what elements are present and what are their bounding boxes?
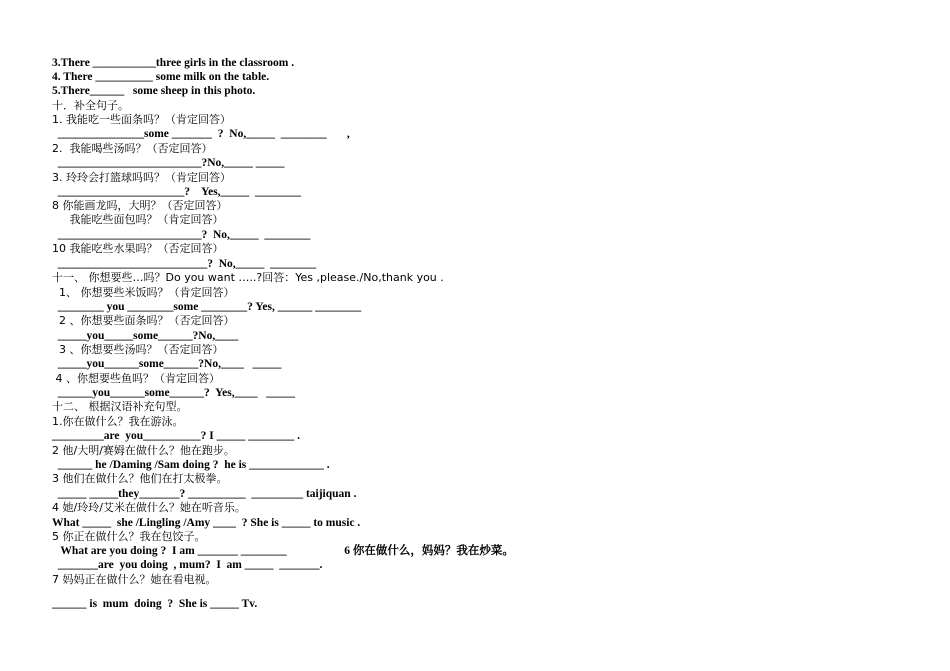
worksheet-line: 2. 我能喝些汤吗？（否定回答） [52,142,213,155]
worksheet-line: 我能吃些面包吗？（肯定回答） [52,213,224,226]
worksheet-line: ______ is mum doing ? She is _____ Tv. [52,598,258,610]
worksheet-line: 2 、你想要些面条吗？（否定回答） [52,314,235,327]
worksheet-line: 8 你能画龙吗，大明？（否定回答） [52,199,228,212]
worksheet-line: _____ _____they_______? __________ _________ taijiquan . [52,488,357,500]
worksheet-line: _______are you doing , mum? I am _____ _______. [52,559,323,571]
worksheet-line: 3 他们在做什么？他们在打太极拳。 [52,472,228,485]
worksheet-line: 1、 你想要些米饭吗？（肯定回答） [52,286,235,299]
worksheet-line: _________________________? No,_____ ________ [52,229,311,241]
worksheet-line: 1. 我能吃一些面条吗？（肯定回答） [52,113,231,126]
worksheet-line: __________________________? No,_____ ________ [52,258,317,270]
worksheet-line: 十．补全句子。 [52,99,129,112]
worksheet-line: 1.你在做什么？我在游泳。 [52,415,184,428]
worksheet-line: 4. There __________ some milk on the table. [52,71,270,83]
worksheet-line: 十一、 你想要些…吗？Do you want …..?回答：Yes ,please./No,thank you . [52,271,444,284]
worksheet-line: ______you______some______? Yes,____ _____ [52,387,295,399]
worksheet-line: 10 我能吃些水果吗？（否定回答） [52,242,224,255]
worksheet-line: 3.There ___________three girls in the classroom . [52,57,295,69]
worksheet-line: _________________________?No,_____ _____ [52,157,285,169]
worksheet-line: What _____ she /Lingling /Amy ____ ? She is _____ to music . [52,517,361,529]
worksheet-line: _____you______some______?No,____ _____ [52,358,282,370]
worksheet-line: ______________________? Yes,_____ ________ [52,186,302,198]
worksheet-line: 3 、你想要些汤吗？（否定回答） [52,343,224,356]
worksheet-line: ______ he /Daming /Sam doing ? he is _____________ . [52,459,330,471]
worksheet-line: What are you doing ? I am _______ ________ 6 你在做什么，妈妈？我在炒菜。 [52,545,514,557]
worksheet-line: _________are you__________? I _____ ________ . [52,430,300,442]
worksheet-line: ________ you ________some ________? Yes, ______ ________ [52,301,362,313]
worksheet-line: 十二、 根据汉语补充句型。 [52,400,188,413]
worksheet-line: _____you_____some______?No,____ [52,330,239,342]
worksheet-line: 3. 玲玲会打篮球吗吗？（肯定回答） [52,171,231,184]
worksheet-line: 4 她/玲玲/艾米在做什么？她在听音乐。 [52,501,246,514]
worksheet-line: _______________some _______ ? No,_____ ________ , [52,128,350,140]
worksheet-line: 4 、你想要些鱼吗？（肯定回答） [52,372,220,385]
worksheet-line: 2 他/大明/赛姆在做什么？他在跑步。 [52,444,235,457]
worksheet-line: 5.There______ some sheep in this photo. [52,85,256,97]
worksheet-line: 5 你正在做什么？我在包饺子。 [52,530,206,543]
worksheet-line: 7 妈妈正在做什么？她在看电视。 [52,573,217,586]
